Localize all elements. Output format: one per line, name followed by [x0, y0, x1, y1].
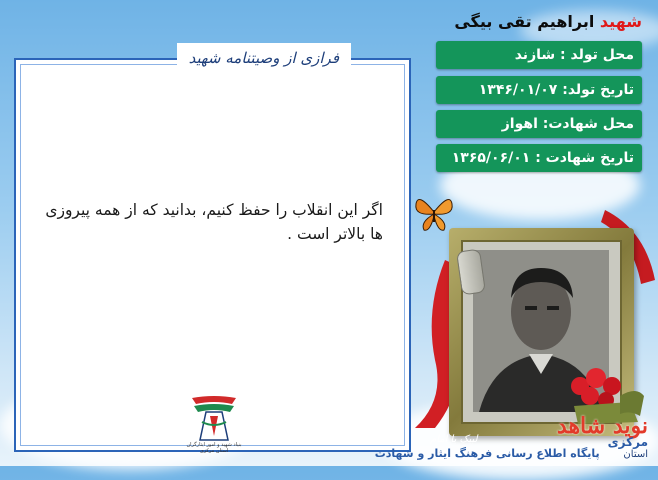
- testament-card: [14, 49, 411, 454]
- butterfly-icon: [412, 190, 456, 234]
- martyrdom-date-text: تاریخ شهادت : ۱۳۶۵/۰۶/۰۱: [451, 150, 634, 166]
- footer-region: [607, 435, 648, 460]
- testament-card-inner-border: [20, 64, 405, 446]
- testament-quote: اگر این انقلاب را حفظ کنیم، بدانید که از همه پیروزی ها بالاتر است .: [45, 201, 383, 243]
- martyrdom-place-text: محل شهادت: اهواز: [501, 116, 634, 132]
- slogan: لبیک یا امام: [430, 434, 478, 445]
- footer-region-top: مرکزی: [607, 435, 648, 449]
- birthdate-box: [436, 76, 642, 104]
- foundation-emblem-icon: [184, 392, 244, 444]
- birthplace-box: [436, 41, 642, 69]
- navid-shahed-logo: نوید شاهد: [556, 413, 648, 439]
- footer-text-row: [374, 435, 648, 460]
- martyr-name: [454, 12, 642, 31]
- martyrdom-place-box: [436, 110, 642, 138]
- martyr-foundation-logo: [184, 392, 244, 454]
- birthplace-text: محل تولد : شازند: [514, 47, 634, 63]
- footer-portal-name: پایگاه اطلاع رسانی فرهنگ ایثار و شهادت: [374, 447, 600, 460]
- martyr-name-prefix: شهید: [599, 12, 642, 31]
- martyrdom-date-box: [436, 144, 642, 172]
- navid-shahed-branding: [375, 413, 648, 460]
- testament-card-title: فرازی از وصیتنامه شهید: [188, 49, 339, 67]
- footer-region-label: استان: [623, 449, 648, 460]
- martyr-name-text: ابراهیم تقی بیگی: [454, 12, 595, 31]
- testament-card-title-wrap: [177, 43, 351, 73]
- foundation-logo-caption: بنیاد شهید و امور ایثارگران استان مرکزی: [186, 442, 242, 454]
- birthdate-text: تاریخ تولد: ۱۳۴۶/۰۱/۰۷: [478, 82, 634, 98]
